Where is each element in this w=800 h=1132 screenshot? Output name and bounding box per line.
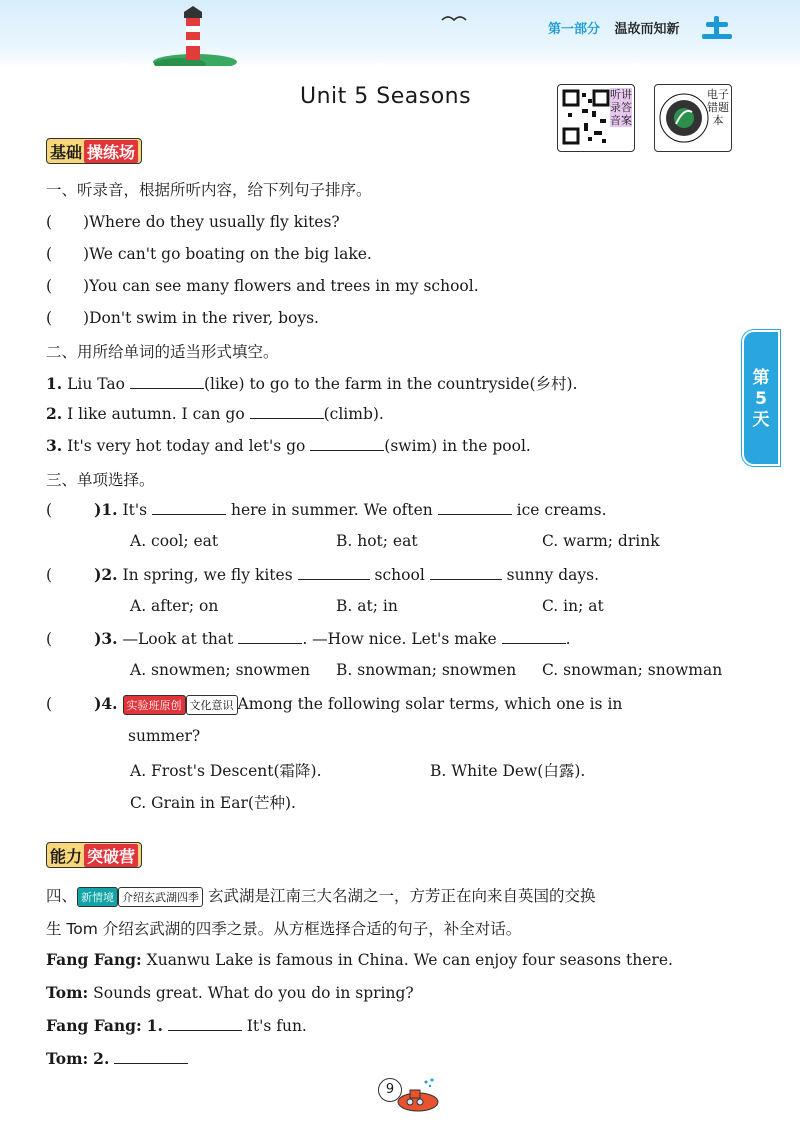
item-text: It's — [122, 501, 148, 519]
page-number: 9 — [378, 1078, 402, 1102]
header-label — [548, 18, 680, 37]
answer-blank[interactable] — [298, 565, 370, 580]
option-c[interactable]: C. Grain in Ear(芒种). — [130, 794, 296, 812]
section-subtitle: 温故而知新 — [614, 22, 680, 37]
badge-label-b: 操练场 — [84, 140, 138, 163]
answer-paren[interactable]: ( — [46, 501, 53, 519]
answer-paren[interactable]: ( — [46, 566, 53, 584]
item-number: 2. — [46, 404, 63, 423]
item-text: It's very hot today and let's go — [67, 437, 306, 455]
answer-blank[interactable] — [130, 374, 204, 389]
speaker: Tom: — [46, 1049, 89, 1068]
item-text: school — [374, 566, 425, 584]
option-a[interactable]: A. after; on — [130, 597, 219, 615]
day-tab-label: 第5天 — [752, 368, 770, 430]
part3-heading: 三、单项选择。 — [46, 471, 155, 489]
part1-item: ( )We can't go boating on the big lake. — [46, 245, 372, 263]
item-text: In spring, we fly kites — [122, 566, 293, 584]
page-header — [0, 0, 800, 68]
mcq-question — [46, 500, 607, 519]
option-a[interactable]: A. Frost's Descent(霜降). — [130, 762, 322, 780]
part4-number: 四、 — [46, 887, 78, 905]
part2-item — [46, 372, 578, 394]
answer-blank[interactable] — [250, 404, 324, 419]
section-badge-ability — [46, 842, 142, 868]
item-number: )2. — [94, 565, 118, 584]
option-b[interactable]: B. White Dew(白露). — [430, 762, 586, 780]
dialog-line — [46, 983, 414, 1002]
item-text: I like autumn. I can go — [67, 405, 245, 423]
item-text: (swim) in the pool. — [384, 437, 531, 455]
item-text: Liu Tao — [67, 375, 125, 393]
item-text: here in summer. We often — [230, 501, 433, 519]
qr-label-errorbook: 电子错题本 — [707, 88, 729, 127]
answer-paren[interactable]: ( — [46, 695, 53, 713]
qr-label-audio: 听讲录答音案 — [610, 88, 632, 127]
mcq-question — [46, 565, 599, 584]
answer-blank[interactable] — [168, 1016, 242, 1031]
part-label: 第一部分 — [548, 22, 601, 37]
dialog-line — [46, 1016, 307, 1035]
qr-code-icon — [658, 89, 710, 147]
item-text: (like) to go to the farm in the countryside(乡村). — [203, 375, 578, 393]
option-c[interactable]: C. snowman; snowman — [542, 661, 723, 679]
item-number: 2. — [93, 1049, 110, 1068]
answer-blank[interactable] — [502, 629, 566, 644]
item-text: Among the following solar terms, which one is in — [237, 695, 623, 713]
bird-icon — [440, 12, 468, 26]
part4-heading — [46, 884, 595, 907]
option-c[interactable]: C. in; at — [542, 597, 604, 615]
part1-item: ( )Don't swim in the river, boys. — [46, 309, 319, 327]
answer-paren[interactable]: ( — [46, 630, 53, 648]
answer-blank[interactable] — [152, 500, 226, 515]
tag-culture: 文化意识 — [186, 695, 238, 715]
tag-original: 实验班原创 — [123, 695, 186, 715]
answer-blank[interactable] — [430, 565, 502, 580]
item-text: sunny days. — [506, 566, 600, 584]
badge-label-b: 突破营 — [84, 844, 138, 867]
item-number: 1. — [46, 374, 63, 393]
part1-heading: 一、听录音，根据所听内容，给下列句子排序。 — [46, 181, 372, 199]
badge-label-a: 能力 — [50, 846, 83, 866]
part4-intro: 玄武湖是江南三大名湖之一，方芳正在向来自英国的交换 — [207, 887, 596, 905]
speaker: Fang Fang: — [46, 1016, 142, 1035]
option-b[interactable]: B. at; in — [336, 597, 398, 615]
badge-label-a: 基础 — [50, 142, 83, 162]
dialog-text: Xuanwu Lake is famous in China. We can enjoy four seasons there. — [146, 951, 673, 969]
qr-code-icon — [562, 89, 612, 147]
qr-code-audio[interactable] — [557, 84, 635, 152]
dialog-text: It's fun. — [246, 1017, 307, 1035]
day-tab — [742, 330, 780, 466]
lighthouse-icon — [150, 6, 240, 66]
part2-heading: 二、用所给单词的适当形式填空。 — [46, 343, 279, 361]
option-b[interactable]: B. hot; eat — [336, 532, 418, 550]
part2-item — [46, 436, 531, 455]
mcq-question — [46, 629, 571, 648]
dialog-line — [46, 1049, 188, 1068]
option-a[interactable]: A. cool; eat — [130, 532, 219, 550]
answer-blank[interactable] — [238, 629, 302, 644]
page-title: Unit 5 Seasons — [300, 84, 472, 109]
option-c[interactable]: C. warm; drink — [542, 532, 660, 550]
item-text: (climb). — [323, 405, 384, 423]
speaker: Tom: — [46, 983, 89, 1002]
part1-item: ( )You can see many flowers and trees in my school. — [46, 277, 479, 295]
item-number: 1. — [146, 1016, 163, 1035]
section-badge-basic — [46, 138, 142, 164]
item-text: —Look at that — [122, 630, 234, 648]
header-logo-icon — [700, 12, 734, 46]
part2-item — [46, 404, 384, 423]
dialog-text: Sounds great. What do you do in spring? — [93, 984, 414, 1002]
item-number: )1. — [94, 500, 118, 519]
answer-blank[interactable] — [114, 1049, 188, 1064]
answer-blank[interactable] — [310, 436, 384, 451]
qr-code-errorbook[interactable] — [654, 84, 732, 152]
tag-new-context: 新情境 — [77, 887, 118, 907]
mcq-question — [46, 694, 622, 715]
dialog-line — [46, 950, 673, 969]
item-number: )3. — [94, 629, 118, 648]
item-text: ice creams. — [516, 501, 607, 519]
item-number: )4. — [94, 694, 118, 713]
item-text: summer? — [128, 727, 201, 745]
speaker: Fang Fang: — [46, 950, 142, 969]
part4-intro-2: 生 Tom 介绍玄武湖的四季之景。从方框选择合适的句子，补全对话。 — [46, 920, 522, 938]
tag-topic: 介绍玄武湖四季 — [118, 887, 203, 907]
part1-item: ( )Where do they usually fly kites? — [46, 213, 340, 231]
item-text: . — [565, 630, 571, 648]
option-a[interactable]: A. snowmen; snowmen — [130, 661, 310, 679]
answer-blank[interactable] — [438, 500, 512, 515]
option-b[interactable]: B. snowman; snowmen — [336, 661, 517, 679]
item-number: 3. — [46, 436, 63, 455]
submarine-icon — [396, 1076, 442, 1114]
item-text: . —How nice. Let's make — [302, 630, 497, 648]
